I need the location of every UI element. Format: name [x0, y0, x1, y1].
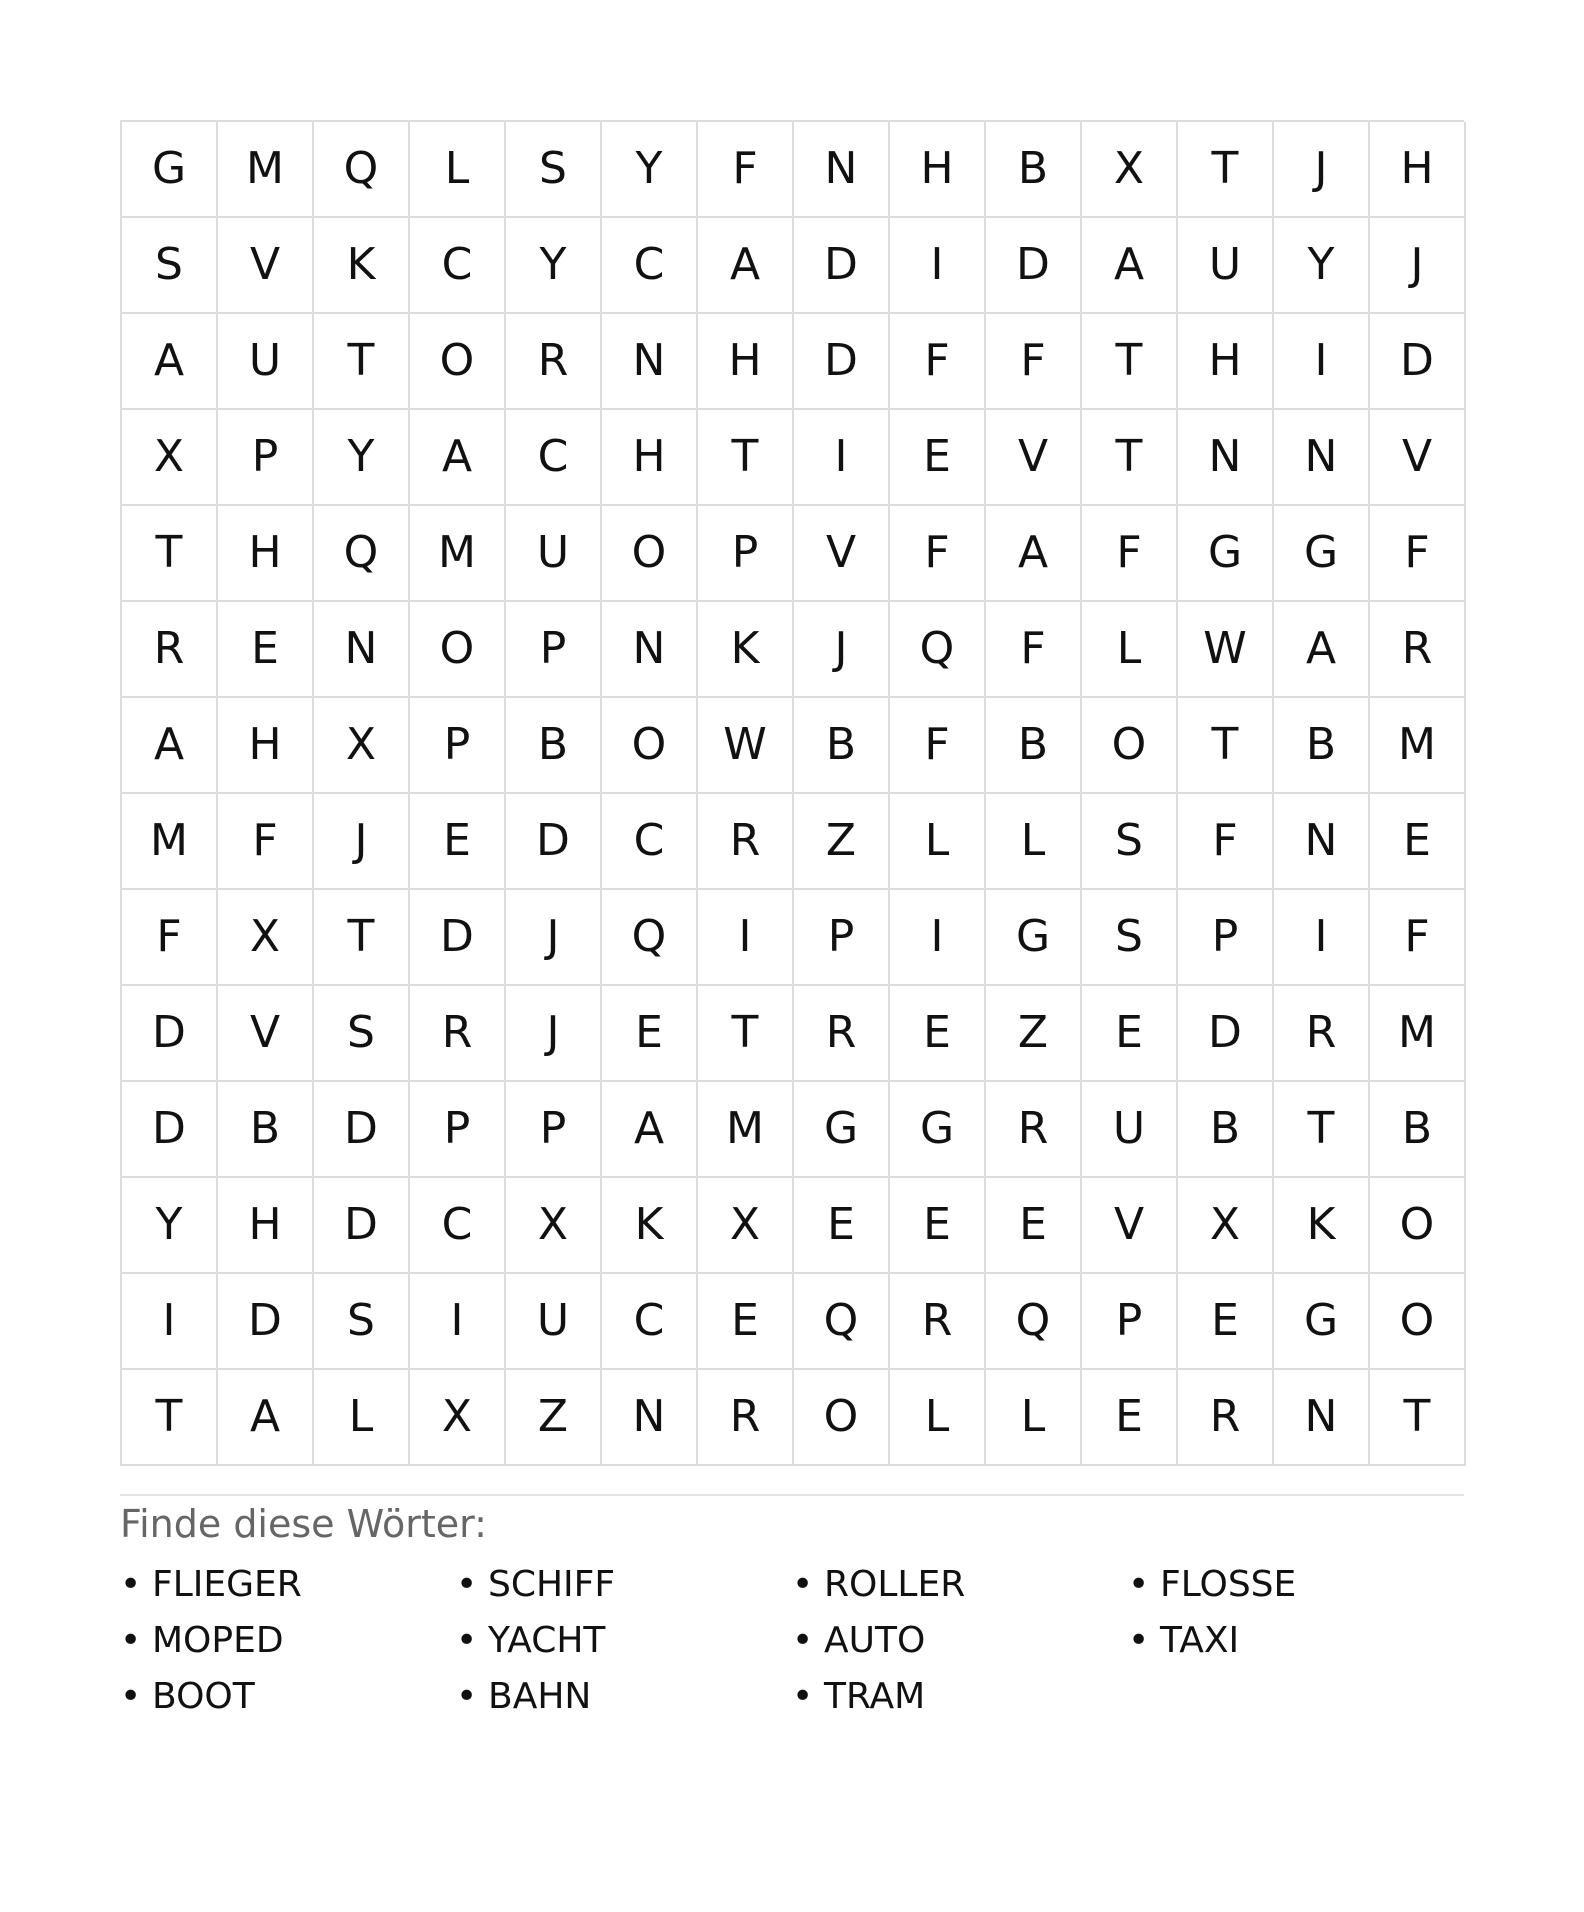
grid-cell[interactable]: F — [890, 506, 986, 602]
grid-cell[interactable]: M — [1370, 986, 1466, 1082]
grid-cell[interactable]: F — [890, 314, 986, 410]
grid-cell[interactable]: U — [506, 506, 602, 602]
grid-cell[interactable]: X — [1082, 122, 1178, 218]
grid-cell[interactable]: Z — [506, 1370, 602, 1466]
grid-cell[interactable]: L — [410, 122, 506, 218]
grid-cell[interactable]: Q — [794, 1274, 890, 1370]
grid-cell[interactable]: T — [314, 890, 410, 986]
grid-cell[interactable]: N — [1274, 410, 1370, 506]
grid-cell[interactable]: O — [1082, 698, 1178, 794]
grid-cell[interactable]: I — [410, 1274, 506, 1370]
grid-cell[interactable]: N — [602, 314, 698, 410]
grid-cell[interactable]: B — [506, 698, 602, 794]
grid-cell[interactable]: E — [218, 602, 314, 698]
grid-cell[interactable]: Y — [1274, 218, 1370, 314]
bullet-icon: • — [120, 1619, 142, 1661]
grid-cell[interactable]: J — [794, 602, 890, 698]
grid-cell[interactable]: L — [986, 1370, 1082, 1466]
grid-cell[interactable]: V — [794, 506, 890, 602]
grid-cell[interactable]: G — [1178, 506, 1274, 602]
grid-cell[interactable]: D — [410, 890, 506, 986]
grid-cell[interactable]: U — [506, 1274, 602, 1370]
grid-cell[interactable]: X — [410, 1370, 506, 1466]
bullet-icon: • — [1128, 1619, 1150, 1661]
grid-cell[interactable]: Q — [314, 506, 410, 602]
word-label: FLOSSE — [1160, 1563, 1297, 1605]
word-label: MOPED — [152, 1619, 284, 1661]
grid-cell[interactable]: B — [1370, 1082, 1466, 1178]
grid-cell[interactable]: Y — [122, 1178, 218, 1274]
grid-cell[interactable]: L — [314, 1370, 410, 1466]
grid-cell[interactable]: T — [1082, 410, 1178, 506]
grid-cell[interactable]: O — [410, 314, 506, 410]
bullet-icon: • — [120, 1675, 142, 1717]
grid-cell[interactable]: F — [1082, 506, 1178, 602]
word-label: AUTO — [824, 1619, 926, 1661]
grid-cell[interactable]: F — [986, 314, 1082, 410]
grid-cell[interactable]: A — [122, 314, 218, 410]
grid-cell[interactable]: K — [314, 218, 410, 314]
grid-cell[interactable]: P — [410, 698, 506, 794]
grid-cell[interactable]: S — [314, 1274, 410, 1370]
grid-cell[interactable]: X — [1178, 1178, 1274, 1274]
bullet-icon: • — [792, 1675, 814, 1717]
grid-cell[interactable]: G — [986, 890, 1082, 986]
word-label: SCHIFF — [488, 1563, 616, 1605]
grid-cell[interactable]: N — [794, 122, 890, 218]
grid-cell[interactable]: E — [698, 1274, 794, 1370]
grid-cell[interactable]: X — [122, 410, 218, 506]
grid-cell[interactable]: R — [986, 1082, 1082, 1178]
grid-cell[interactable]: C — [410, 218, 506, 314]
grid-cell[interactable]: G — [794, 1082, 890, 1178]
grid-cell[interactable]: F — [986, 602, 1082, 698]
grid-cell[interactable]: D — [314, 1178, 410, 1274]
grid-cell[interactable]: M — [410, 506, 506, 602]
grid-cell[interactable]: T — [122, 1370, 218, 1466]
grid-cell[interactable]: R — [698, 1370, 794, 1466]
bullet-icon: • — [120, 1563, 142, 1605]
bullet-icon: • — [456, 1619, 478, 1661]
grid-cell[interactable]: T — [698, 986, 794, 1082]
word-label: TRAM — [824, 1675, 926, 1717]
grid-cell[interactable]: Q — [602, 890, 698, 986]
grid-cell[interactable]: T — [1274, 1082, 1370, 1178]
word-list-item — [792, 1674, 1128, 1720]
grid-cell[interactable]: Q — [986, 1274, 1082, 1370]
grid-cell[interactable]: O — [602, 698, 698, 794]
grid-cell[interactable]: O — [602, 506, 698, 602]
grid-cell[interactable]: J — [506, 890, 602, 986]
grid-cell[interactable]: X — [506, 1178, 602, 1274]
grid-cell[interactable]: K — [698, 602, 794, 698]
grid-cell[interactable]: S — [1082, 794, 1178, 890]
grid-cell[interactable]: E — [1082, 1370, 1178, 1466]
grid-cell[interactable]: L — [1082, 602, 1178, 698]
grid-cell[interactable]: P — [218, 410, 314, 506]
grid-cell[interactable]: J — [314, 794, 410, 890]
grid-cell[interactable]: A — [122, 698, 218, 794]
grid-cell[interactable]: R — [410, 986, 506, 1082]
grid-cell[interactable]: R — [698, 794, 794, 890]
grid-cell[interactable]: R — [1178, 1370, 1274, 1466]
grid-cell[interactable]: I — [1274, 890, 1370, 986]
grid-cell[interactable]: Y — [602, 122, 698, 218]
grid-cell[interactable]: E — [1370, 794, 1466, 890]
grid-cell[interactable]: C — [602, 218, 698, 314]
grid-cell[interactable]: Z — [986, 986, 1082, 1082]
grid-cell[interactable]: R — [506, 314, 602, 410]
grid-cell[interactable]: H — [890, 122, 986, 218]
grid-cell[interactable]: A — [218, 1370, 314, 1466]
grid-cell[interactable]: I — [698, 890, 794, 986]
grid-cell[interactable]: B — [1274, 698, 1370, 794]
grid-cell[interactable]: R — [1370, 602, 1466, 698]
grid-cell[interactable]: D — [1178, 986, 1274, 1082]
grid-cell[interactable]: V — [218, 986, 314, 1082]
grid-cell[interactable]: P — [506, 602, 602, 698]
grid-cell[interactable]: Y — [314, 410, 410, 506]
grid-cell[interactable]: X — [698, 1178, 794, 1274]
grid-cell[interactable]: E — [1178, 1274, 1274, 1370]
grid-cell[interactable]: Q — [890, 602, 986, 698]
divider — [120, 1494, 1464, 1496]
grid-cell[interactable]: A — [1082, 218, 1178, 314]
grid-cell[interactable]: U — [1082, 1082, 1178, 1178]
grid-cell[interactable]: F — [1178, 794, 1274, 890]
grid-cell[interactable]: T — [314, 314, 410, 410]
word-list-item — [120, 1562, 456, 1608]
grid-cell[interactable]: F — [890, 698, 986, 794]
grid-cell[interactable]: C — [602, 1274, 698, 1370]
grid-cell[interactable]: P — [698, 506, 794, 602]
grid-cell[interactable]: J — [1274, 122, 1370, 218]
grid-cell[interactable]: P — [1178, 890, 1274, 986]
word-label: FLIEGER — [152, 1563, 302, 1605]
grid-cell[interactable]: T — [122, 506, 218, 602]
grid-cell[interactable]: E — [410, 794, 506, 890]
grid-cell[interactable]: D — [794, 218, 890, 314]
letter-grid — [120, 120, 1464, 1466]
grid-cell[interactable]: I — [1274, 314, 1370, 410]
grid-cell[interactable]: G — [122, 122, 218, 218]
word-label: BAHN — [488, 1675, 592, 1717]
grid-cell[interactable]: E — [890, 410, 986, 506]
grid-cell[interactable]: W — [1178, 602, 1274, 698]
grid-cell[interactable]: B — [1178, 1082, 1274, 1178]
grid-cell[interactable]: C — [410, 1178, 506, 1274]
grid-cell[interactable]: B — [218, 1082, 314, 1178]
word-list-item — [792, 1562, 1128, 1608]
bullet-icon: • — [792, 1619, 814, 1661]
grid-cell[interactable]: N — [1178, 410, 1274, 506]
grid-cell[interactable]: T — [1178, 122, 1274, 218]
grid-cell[interactable]: O — [1370, 1274, 1466, 1370]
grid-cell[interactable]: N — [1274, 794, 1370, 890]
grid-cell[interactable]: F — [698, 122, 794, 218]
word-list-item — [456, 1674, 792, 1720]
grid-cell[interactable]: L — [890, 794, 986, 890]
grid-cell[interactable]: W — [698, 698, 794, 794]
grid-cell[interactable]: R — [122, 602, 218, 698]
grid-cell[interactable]: D — [1370, 314, 1466, 410]
grid-cell[interactable]: L — [890, 1370, 986, 1466]
grid-cell[interactable]: G — [1274, 506, 1370, 602]
grid-cell[interactable]: J — [506, 986, 602, 1082]
bullet-icon: • — [792, 1563, 814, 1605]
word-list-item — [456, 1562, 792, 1608]
grid-cell[interactable]: T — [1178, 698, 1274, 794]
word-list — [120, 1562, 1464, 1720]
grid-cell[interactable]: A — [698, 218, 794, 314]
grid-cell[interactable]: M — [1370, 698, 1466, 794]
grid-cell[interactable]: H — [602, 410, 698, 506]
grid-cell[interactable]: M — [698, 1082, 794, 1178]
grid-cell[interactable]: V — [1370, 410, 1466, 506]
grid-cell[interactable]: N — [314, 602, 410, 698]
grid-cell[interactable]: A — [986, 506, 1082, 602]
grid-cell[interactable]: I — [122, 1274, 218, 1370]
grid-cell[interactable]: I — [794, 410, 890, 506]
grid-cell[interactable]: P — [1082, 1274, 1178, 1370]
grid-cell[interactable]: H — [1178, 314, 1274, 410]
word-list-item — [1128, 1618, 1464, 1664]
grid-cell[interactable]: U — [1178, 218, 1274, 314]
grid-cell[interactable]: H — [218, 698, 314, 794]
grid-cell[interactable]: E — [602, 986, 698, 1082]
word-search-puzzle — [120, 120, 1464, 1720]
grid-cell[interactable]: F — [218, 794, 314, 890]
grid-cell[interactable]: T — [1370, 1370, 1466, 1466]
grid-cell[interactable]: T — [1082, 314, 1178, 410]
grid-cell[interactable]: J — [1370, 218, 1466, 314]
grid-cell[interactable]: C — [506, 410, 602, 506]
grid-cell[interactable]: F — [122, 890, 218, 986]
grid-cell[interactable]: P — [506, 1082, 602, 1178]
grid-cell[interactable]: S — [314, 986, 410, 1082]
grid-cell[interactable]: X — [314, 698, 410, 794]
grid-cell[interactable]: I — [890, 890, 986, 986]
word-list-item — [120, 1618, 456, 1664]
grid-cell[interactable]: Q — [314, 122, 410, 218]
grid-cell[interactable]: Z — [794, 794, 890, 890]
word-label: BOOT — [152, 1675, 255, 1717]
grid-cell[interactable]: A — [602, 1082, 698, 1178]
grid-cell[interactable]: S — [122, 218, 218, 314]
grid-cell[interactable]: V — [986, 410, 1082, 506]
grid-cell[interactable]: R — [890, 1274, 986, 1370]
grid-cell[interactable]: H — [1370, 122, 1466, 218]
grid-cell[interactable]: U — [218, 314, 314, 410]
grid-cell[interactable]: E — [890, 986, 986, 1082]
word-list-item — [456, 1618, 792, 1664]
grid-cell[interactable]: M — [218, 122, 314, 218]
bullet-icon: • — [456, 1675, 478, 1717]
grid-cell[interactable]: M — [122, 794, 218, 890]
grid-cell[interactable]: N — [1274, 1370, 1370, 1466]
word-label: TAXI — [1160, 1619, 1240, 1661]
word-list-heading: Finde diese Wörter: — [120, 1502, 487, 1546]
grid-cell[interactable]: Y — [506, 218, 602, 314]
grid-cell[interactable]: P — [794, 890, 890, 986]
grid-cell[interactable]: D — [986, 218, 1082, 314]
grid-cell[interactable]: D — [506, 794, 602, 890]
grid-cell[interactable]: S — [506, 122, 602, 218]
bullet-icon: • — [456, 1563, 478, 1605]
word-list-item — [792, 1618, 1128, 1664]
grid-cell[interactable]: B — [986, 698, 1082, 794]
grid-cell[interactable]: D — [122, 1082, 218, 1178]
grid-cell[interactable]: E — [794, 1178, 890, 1274]
grid-cell[interactable]: P — [410, 1082, 506, 1178]
grid-cell[interactable]: D — [314, 1082, 410, 1178]
grid-cell[interactable]: F — [1370, 890, 1466, 986]
grid-cell[interactable]: D — [218, 1274, 314, 1370]
grid-cell[interactable]: S — [1082, 890, 1178, 986]
bullet-icon: • — [1128, 1563, 1150, 1605]
grid-cell[interactable]: D — [794, 314, 890, 410]
grid-cell[interactable]: K — [602, 1178, 698, 1274]
grid-cell[interactable]: V — [1082, 1178, 1178, 1274]
grid-cell[interactable]: N — [602, 1370, 698, 1466]
grid-cell[interactable]: B — [794, 698, 890, 794]
grid-cell[interactable]: O — [794, 1370, 890, 1466]
word-label: YACHT — [488, 1619, 606, 1661]
grid-cell[interactable]: I — [890, 218, 986, 314]
grid-cell[interactable]: V — [218, 218, 314, 314]
grid-cell[interactable]: A — [410, 410, 506, 506]
grid-cell[interactable]: H — [218, 1178, 314, 1274]
grid-cell[interactable]: O — [410, 602, 506, 698]
grid-cell[interactable]: G — [890, 1082, 986, 1178]
grid-cell[interactable]: O — [1370, 1178, 1466, 1274]
grid-cell[interactable]: N — [602, 602, 698, 698]
grid-cell[interactable]: C — [602, 794, 698, 890]
grid-cell[interactable]: H — [218, 506, 314, 602]
grid-cell[interactable]: F — [1370, 506, 1466, 602]
grid-cell[interactable]: D — [122, 986, 218, 1082]
grid-cell[interactable]: L — [986, 794, 1082, 890]
grid-cell[interactable]: K — [1274, 1178, 1370, 1274]
word-label: ROLLER — [824, 1563, 966, 1605]
grid-cell[interactable]: X — [218, 890, 314, 986]
grid-cell[interactable]: A — [1274, 602, 1370, 698]
grid-cell[interactable]: E — [986, 1178, 1082, 1274]
grid-cell[interactable]: H — [698, 314, 794, 410]
word-list-item — [120, 1674, 456, 1720]
grid-cell[interactable]: G — [1274, 1274, 1370, 1370]
word-list-item — [1128, 1562, 1464, 1608]
grid-cell[interactable]: R — [794, 986, 890, 1082]
grid-cell[interactable]: T — [698, 410, 794, 506]
grid-cell[interactable]: R — [1274, 986, 1370, 1082]
grid-cell[interactable]: B — [986, 122, 1082, 218]
grid-cell[interactable]: E — [1082, 986, 1178, 1082]
grid-cell[interactable]: E — [890, 1178, 986, 1274]
